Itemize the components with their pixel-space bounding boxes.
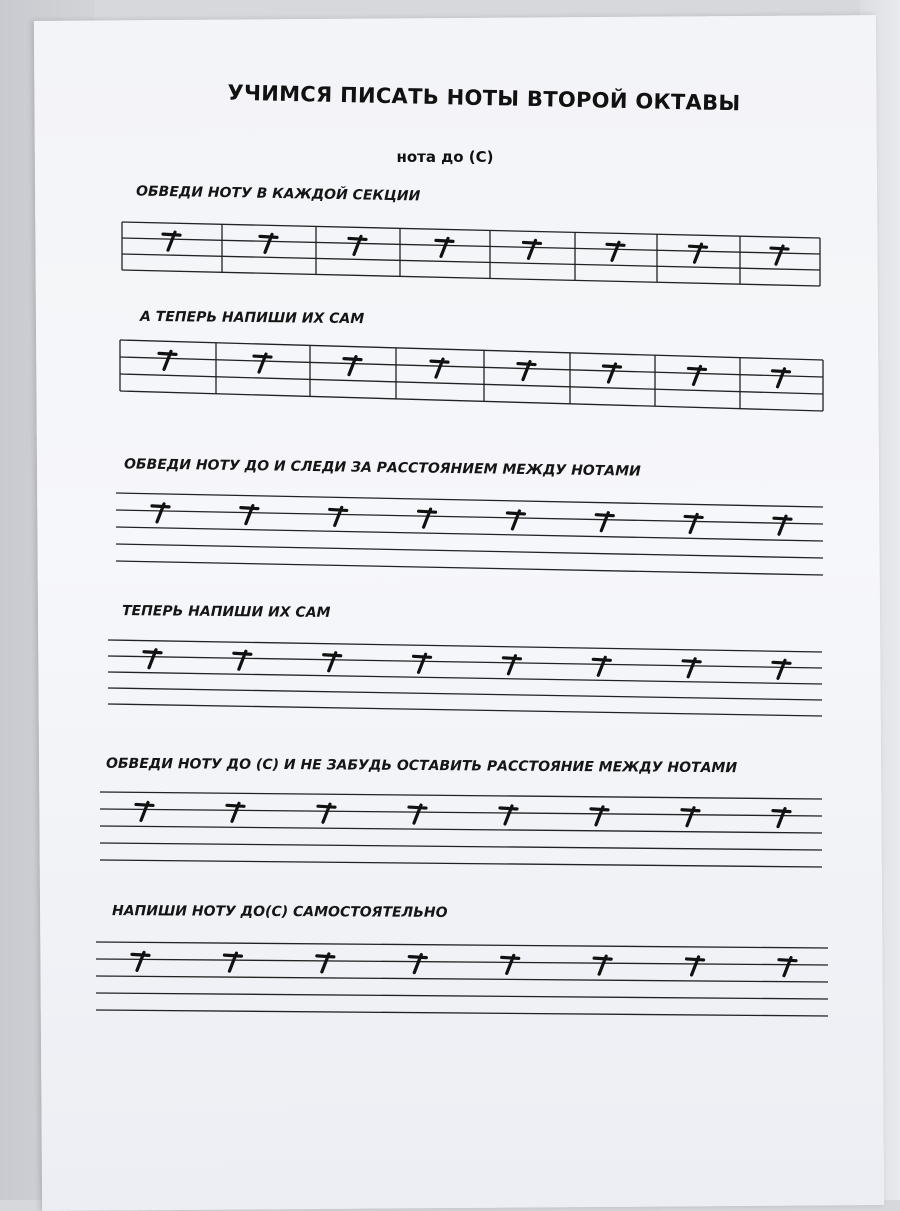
handwritten-note-c — [524, 240, 541, 258]
handwritten-note-c — [436, 238, 453, 256]
handwritten-note-c — [685, 514, 702, 532]
worksheet-title: УЧИМСЯ ПИСАТЬ НОТЫ ВТОРОЙ ОКТАВЫ — [227, 80, 741, 116]
handwritten-note-c — [596, 513, 613, 531]
handwritten-note-c — [132, 952, 149, 970]
handwritten-note-c — [144, 650, 161, 668]
staff-2-line — [120, 374, 823, 394]
staff-6-line — [96, 942, 828, 948]
staff-6-line — [96, 976, 828, 982]
handwritten-note-c — [518, 362, 535, 380]
staff-1-line — [122, 222, 820, 238]
staff-4-line — [108, 672, 822, 684]
handwritten-note-c — [682, 808, 699, 826]
handwritten-note-c — [419, 509, 436, 527]
handwritten-note-c — [409, 955, 426, 973]
staff-6-line — [96, 1010, 828, 1016]
handwritten-note-c — [591, 807, 608, 825]
staff-5-line — [100, 826, 822, 833]
staff-4-line — [108, 688, 822, 700]
staff-3-line — [116, 527, 823, 541]
handwritten-note-c — [773, 369, 790, 387]
exercise-4-label: ТЕПЕРЬ НАПИШИ ИХ САМ — [121, 603, 331, 621]
handwritten-note-c — [330, 507, 347, 525]
handwritten-note-c — [254, 354, 271, 372]
handwritten-note-c — [503, 656, 520, 674]
handwritten-note-c — [344, 357, 361, 375]
staff-5-line — [100, 843, 822, 850]
handwritten-note-c — [690, 244, 707, 262]
staff-2-line — [120, 391, 823, 411]
handwritten-note-c — [317, 954, 334, 972]
handwritten-note-c — [607, 242, 624, 260]
handwritten-note-c — [318, 804, 335, 822]
handwritten-note-c — [260, 234, 277, 252]
handwritten-note-c — [773, 660, 790, 678]
handwritten-note-c — [689, 366, 706, 384]
worksheet-subtitle: нота до (С) — [396, 148, 494, 166]
handwritten-note-c — [604, 364, 621, 382]
staff-2-line — [120, 357, 823, 377]
handwritten-note-c — [324, 653, 341, 671]
handwritten-note-c — [687, 957, 704, 975]
handwritten-note-c — [500, 806, 517, 824]
handwritten-note-c — [431, 359, 448, 377]
staff-4-line — [108, 656, 822, 668]
staff-5-line — [100, 792, 822, 799]
staff-6-line — [96, 993, 828, 999]
handwritten-note-c — [594, 956, 611, 974]
staff-6-line — [96, 959, 828, 965]
staff-1-line — [122, 270, 820, 286]
handwritten-note-c — [502, 955, 519, 973]
handwritten-note-c — [241, 506, 258, 524]
handwritten-note-c — [409, 805, 426, 823]
handwritten-note-c — [224, 953, 241, 971]
staff-4-line — [108, 704, 822, 716]
exercise-6-label: НАПИШИ НОТУ ДО(С) САМОСТОЯТЕЛЬНО — [111, 903, 448, 921]
handwritten-note-c — [779, 958, 796, 976]
exercise-3-label: ОБВЕДИ НОТУ ДО И СЛЕДИ ЗА РАССТОЯНИЕМ МЕЖДУ НОТАМИ — [123, 456, 641, 480]
exercise-1-label: ОБВЕДИ НОТУ В КАЖДОЙ СЕКЦИИ — [135, 183, 421, 205]
staff-3-line — [116, 561, 823, 575]
staff-3-line — [116, 510, 823, 524]
staff-4-line — [108, 640, 822, 652]
exercise-2-label: А ТЕПЕРЬ НАПИШИ ИХ САМ — [139, 308, 365, 328]
staff-3-line — [116, 493, 823, 507]
handwritten-note-c — [163, 232, 180, 250]
staff-1-line — [122, 254, 820, 270]
handwritten-note-c — [507, 511, 524, 529]
handwritten-note-c — [349, 236, 366, 254]
handwritten-note-c — [136, 802, 153, 820]
handwritten-note-c — [771, 246, 788, 264]
staff-5-line — [100, 860, 822, 867]
exercise-5-label: ОБВЕДИ НОТУ ДО (С) И НЕ ЗАБУДЬ ОСТАВИТЬ РАССТОЯНИЕ МЕЖДУ НОТАМИ — [105, 755, 738, 777]
handwritten-note-c — [593, 657, 610, 675]
staff-3-line — [116, 544, 823, 558]
staff-5-line — [100, 809, 822, 816]
handwritten-note-c — [152, 504, 169, 522]
handwritten-note-c — [773, 809, 790, 827]
handwritten-note-c — [683, 659, 700, 677]
handwritten-note-c — [774, 516, 791, 534]
staff-1-line — [122, 238, 820, 254]
handwritten-note-c — [227, 803, 244, 821]
handwritten-note-c — [414, 654, 431, 672]
handwritten-note-c — [159, 351, 176, 369]
staff-2-line — [120, 340, 823, 360]
handwritten-note-c — [234, 651, 251, 669]
